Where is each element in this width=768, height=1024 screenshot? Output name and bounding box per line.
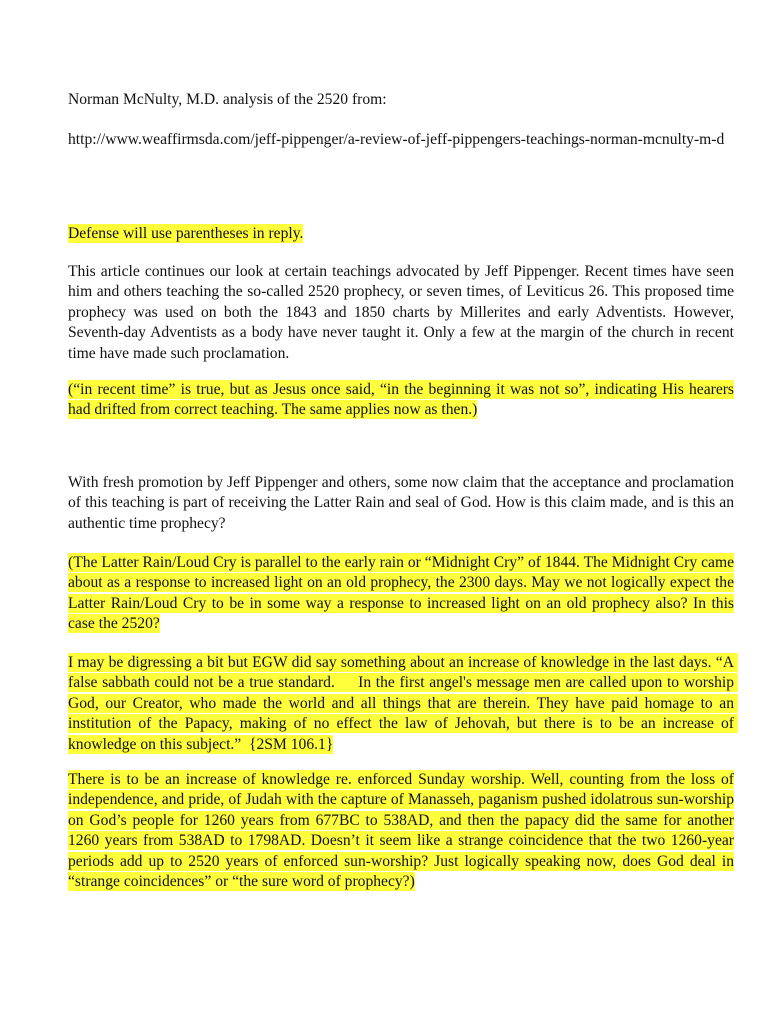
highlighted-text: Defense will use parentheses in reply.	[68, 225, 304, 242]
paragraph-text: With fresh promotion by Jeff Pippenger and others, some now claim that the acceptance and proclamation of this teaching is part of receiving the Latter Rain and seal of God. How is this claim made, and is this an authentic time prophecy?	[68, 474, 734, 532]
paragraph-latter-rain-claim	[68, 473, 734, 534]
paragraph-text: This article continues our look at certain teachings advocated by Jeff Pippenger. Recent times have seen him and others teaching the so-called 2520 prophecy, or seven times, of Leviticus 26. This proposed time prophecy was used on both the 1843 and 1850 charts by Millerites and early Adventists. However, Seventh-day Adventists as a body have never taught it. Only a few at the margin of the church in recent time have made such proclamation.	[68, 263, 734, 362]
heading-text: Norman McNulty, M.D. analysis of the 2520 from:	[68, 91, 387, 108]
highlighted-text: There is to be an increase of knowledge re. enforced Sunday worship. Well, counting from the loss of independence, and pride, of Judah with the capture of Manasseh, paganism pushed idolatrous sun-worship on God’s people for 1260 years from 677BC to 538AD, and then the papacy did the same for another 1260 years from 538AD to 1798AD. Doesn’t it seem like a strange coincidence that the two 1260-year periods add up to 2520 years of enforced sun-worship? Just logically speaking now, does God deal in “strange coincidences” or “the sure word of prophecy?)	[68, 771, 734, 891]
highlighted-text: I may be digressing a bit but EGW did say something about an increase of knowledge in the last days. “A false sabbath could not be a true standard. In the first angel's message men are called upon to worship God, our Creator, who made the world and all things that are therein. They have paid homage to an institution of the Papacy, making of no effect the law of Jehovah, but there is to be an increase of knowledge on this subject.” {2SM 106.1}	[68, 654, 738, 753]
document-heading	[68, 90, 734, 110]
paragraph-reply-recent-time	[68, 380, 734, 421]
highlighted-text: (“in recent time” is true, but as Jesus once said, “in the beginning it was not so”, indicating His hearers had drifted from correct teaching. The same applies now as then.)	[68, 381, 734, 419]
source-url: http://www.weaffirmsda.com/jeff-pippenger/a-review-of-jeff-pippengers-teachings-norman-mcnulty-m-d	[68, 131, 725, 148]
paragraph-defense-note	[68, 224, 734, 244]
paragraph-reply-sunday-worship	[68, 770, 734, 892]
source-link-paragraph	[68, 130, 734, 150]
highlighted-text: (The Latter Rain/Loud Cry is parallel to the early rain or “Midnight Cry” of 1844. The Midnight Cry came about as a response to increased light on an old prophecy, the 2300 days. May we not logically expect the Latter Rain/Loud Cry to be in some way a response to increased light on an old prophecy also? In this case the 2520?	[68, 554, 734, 633]
paragraph-reply-egw-quote	[68, 653, 738, 755]
paragraph-article-intro	[68, 262, 734, 364]
paragraph-reply-midnight-cry	[68, 553, 734, 635]
